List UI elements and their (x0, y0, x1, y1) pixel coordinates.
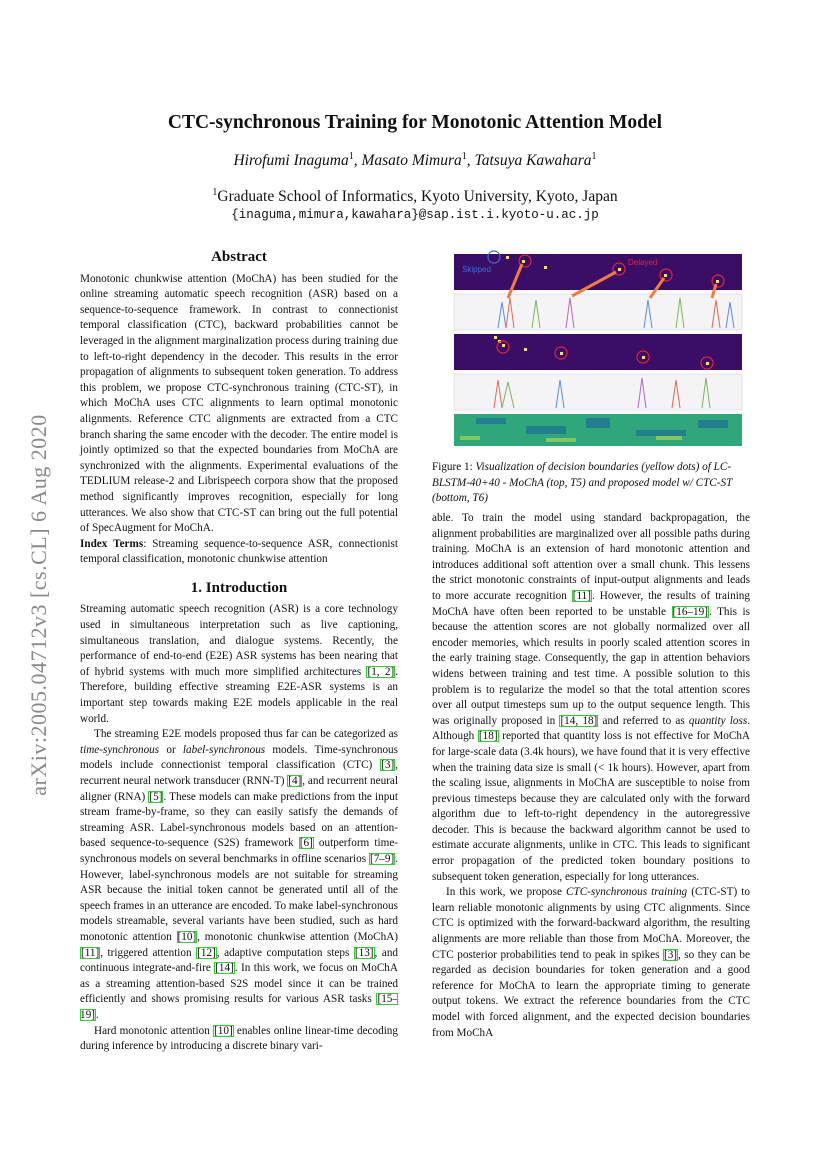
abstract-body: Monotonic chunkwise attention (MoChA) has been studied for the online streaming automatic speech recognition (ASR) based on a sequence-to-sequence framework. In contrast to connectionist temporal classification (CTC), backward probabilities cannot be leveraged in the alignment marginalization process during training due to left-to-right dependency in the decoder. This results in the error propagation of alignments to subsequent token generation. To address this problem, we propose CTC-synchronous training (CTC-ST), in which MoChA uses CTC alignments to learn optimal monotonic alignments. Reference CTC alignments are extracted from a CTC branch sharing the same encoder with the decoder. The entire model is jointly optimized so that the expected boundaries from MoChA are synchronized with the alignments. Experimental evaluations of the TEDLIUM release-2 and Librispeech corpora show that the proposed method significantly improves recognition, especially for long utterances. We also show that CTC-ST can bring out the full potential of SpecAugment for MoChA. (80, 272, 398, 535)
caption-label: Figure 1: (432, 461, 476, 473)
author-name: Tatsuya Kawahara (474, 152, 592, 170)
mocha-attention-panel (454, 254, 742, 290)
caption-text: Visualization of decision boundaries (yellow dots) of LC-BLSTM-40+40 - MoChA (top, T5) and proposed model w/ CTC-ST (bottom, T6) (432, 461, 733, 505)
citation-link[interactable]: [3] (381, 759, 395, 772)
decision-boundary-visualization (436, 250, 744, 456)
delayed-label: Delayed (628, 258, 658, 267)
figure-1-caption (432, 460, 750, 507)
arxiv-sidebar (14, 370, 64, 840)
citation-link[interactable]: [14, 18] (560, 714, 598, 727)
citation-link[interactable]: [10] (214, 1024, 233, 1037)
author-affil-mark: 1 (348, 151, 354, 162)
index-terms-text: : Streaming sequence-to-sequence ASR, connectionist temporal classification, monotonic chunkwise attention (80, 537, 398, 566)
intro-paragraph-1: Streaming automatic speech recognition (ASR) is a core technology used in simultaneous interpretation such as live captioning, simultaneous translation, and dialogue systems. Recently, the performance of end-to-end (E2E) ASR systems has been nearing that of hybrid systems with much more simplified architectures [1, 2]. Therefore, building effective streaming E2E-ASR systems is an important step towards making E2E models applicable in the real world. (80, 603, 399, 725)
skipped-label: Skipped (462, 265, 491, 274)
citation-link[interactable]: [16–19] (672, 605, 708, 618)
affiliation-text: Graduate School of Informatics, Kyoto University, Kyoto, Japan (217, 188, 618, 206)
right-paragraph-2: In this work, we propose CTC-synchronous training (CTC-ST) to learn reliable monotonic alignments by using CTC alignments. Since CTC is optimized with the forward-backward algorithm, the resulting alignments are more reliable than those from MoChA. Moreover, the CTC posterior probabilities tend to peak in spikes [3], so they can be regarded as decision boundaries for token generation and a good reference for MoChA to learn the appropriate timing to generate output tokens. We extract the reference boundaries from the CTC model with forced alignment, and the expected decision boundaries from MoChA (432, 886, 750, 1039)
affiliation-mark: 1 (212, 187, 218, 198)
citation-link[interactable]: [13] (354, 946, 374, 959)
author-affil-mark: 1 (461, 151, 467, 162)
author-list: Hirofumi Inaguma$^1$, Masato Mimura$^1$, Tatsuya Kawahara$^1$ (233, 151, 597, 170)
figure-1 (436, 250, 744, 456)
citation-link[interactable]: [5] (149, 790, 163, 803)
index-terms (80, 537, 398, 568)
affiliation (80, 187, 750, 206)
citation-link[interactable]: [11] (572, 589, 592, 602)
citation-link[interactable]: [6] (299, 837, 313, 850)
introduction-heading: 1. Introduction (190, 579, 288, 596)
index-terms-label: Index Terms (80, 537, 144, 550)
author-email[interactable]: {inaguma,mimura,kawahara}@sap.ist.i.kyoto-u.ac.jp (231, 208, 599, 222)
paper-title: CTC-synchronous Training for Monotonic Attention Model (167, 112, 663, 133)
citation-link[interactable]: [18] (478, 730, 498, 743)
left-column (80, 250, 398, 1055)
author-name: Masato Mimura (361, 152, 462, 170)
intro-paragraph-2: The streaming E2E models proposed thus far can be categorized as time-synchronous or label-synchronous models. Time-synchronous models include connectionist temporal classification (CTC) [3], recurrent neural network transducer (RNN-T) [4], and recurrent neural aligner (RNA) [5]. These models can make predictions from the input stream frame-by-frame, so they can easily satisfy the demands of streaming ASR. Label-synchronous models based on an attention-based sequence-to-sequence (S2S) framework [6] outperform time-synchronous models on several benchmarks in offline scenarios [7–9]. However, label-synchronous models are not suitable for streaming ASR because the initial token cannot be generated until all of the speech frames in an utterance are encoded. To make label-synchronous models streamable, several variants have been studied, such as hard monotonic attention [10], monotonic chunkwise attention (MoChA) [11], triggered attention [12], adaptive computation steps [13], and continuous integrate-and-fire [14]. In this work, we focus on MoChA as a streaming attention-based S2S model since it can be trained efficiently and shows promising results for various ASR tasks [15–19]. (80, 728, 399, 1021)
citation-link[interactable]: [14] (215, 962, 234, 975)
citation-link[interactable]: [11] (81, 946, 100, 959)
citation-link[interactable]: [12] (197, 946, 216, 959)
intro-paragraph-3: Hard monotonic attention [10] enables online linear-time decoding during inference by introducing a discrete binary vari- (80, 1024, 398, 1053)
citation-link[interactable]: [15–19] (80, 993, 398, 1021)
citation-link[interactable]: [7–9] (369, 852, 395, 865)
author-name: Hirofumi Inaguma (233, 152, 349, 170)
citation-link[interactable]: [10] (177, 930, 197, 943)
ctc-st-attention-panel (454, 334, 742, 370)
author-affil-mark: 1 (591, 151, 597, 162)
abstract-heading: Abstract (211, 249, 267, 265)
citation-link[interactable]: [4] (288, 775, 302, 787)
citation-link[interactable]: [1, 2] (367, 665, 395, 678)
right-paragraph-1: able. To train the model using standard backpropagation, the alignment probabilities are marginalized over all possible paths during training. MoChA is an extension of hard monotonic attention and introduces additional soft attention over a small chunk. This lessens the strict monotonic constraints of input-output alignments and leads to more accurate recognition [11]. However, the results of training MoChA have often been reported to be unstable [16–19]. This is because the attention scores are not globally normalized over all encoder memories, which results in poorly scaled attention scores in the early training stage. Consequently, the gap in attention behaviors widens between training and test time. A possible solution to this problem is to regularize the model so that the total attention scores over all output timesteps sum up to the output sequence length. This was originally proposed in [14, 18] and referred to as quantity loss. Although [18] reported that quantity loss is not effective for MoChA for large-scale data (3.4k hours), we have found that it is very effective when the training data size is small (< 1k hours). However, apart from the scaling issue, alignments in MoChA are susceptible to noise from previous timesteps because they are calculated only with the forward algorithm due to left-to-right dependency in the autoregressive decoder. This is because the backward algorithm cannot be used to estimate accurate alignments, unlike in CTC. This leads to significant error propagation of the predicted token boundary positions to subsequent token generation, especially for long utterances. (432, 512, 751, 883)
right-column (432, 511, 750, 1041)
arxiv-identifier: arXiv:2005.04712v3 [cs.CL] 6 Aug 2020 (26, 414, 51, 796)
citation-link[interactable]: [3] (663, 948, 678, 961)
